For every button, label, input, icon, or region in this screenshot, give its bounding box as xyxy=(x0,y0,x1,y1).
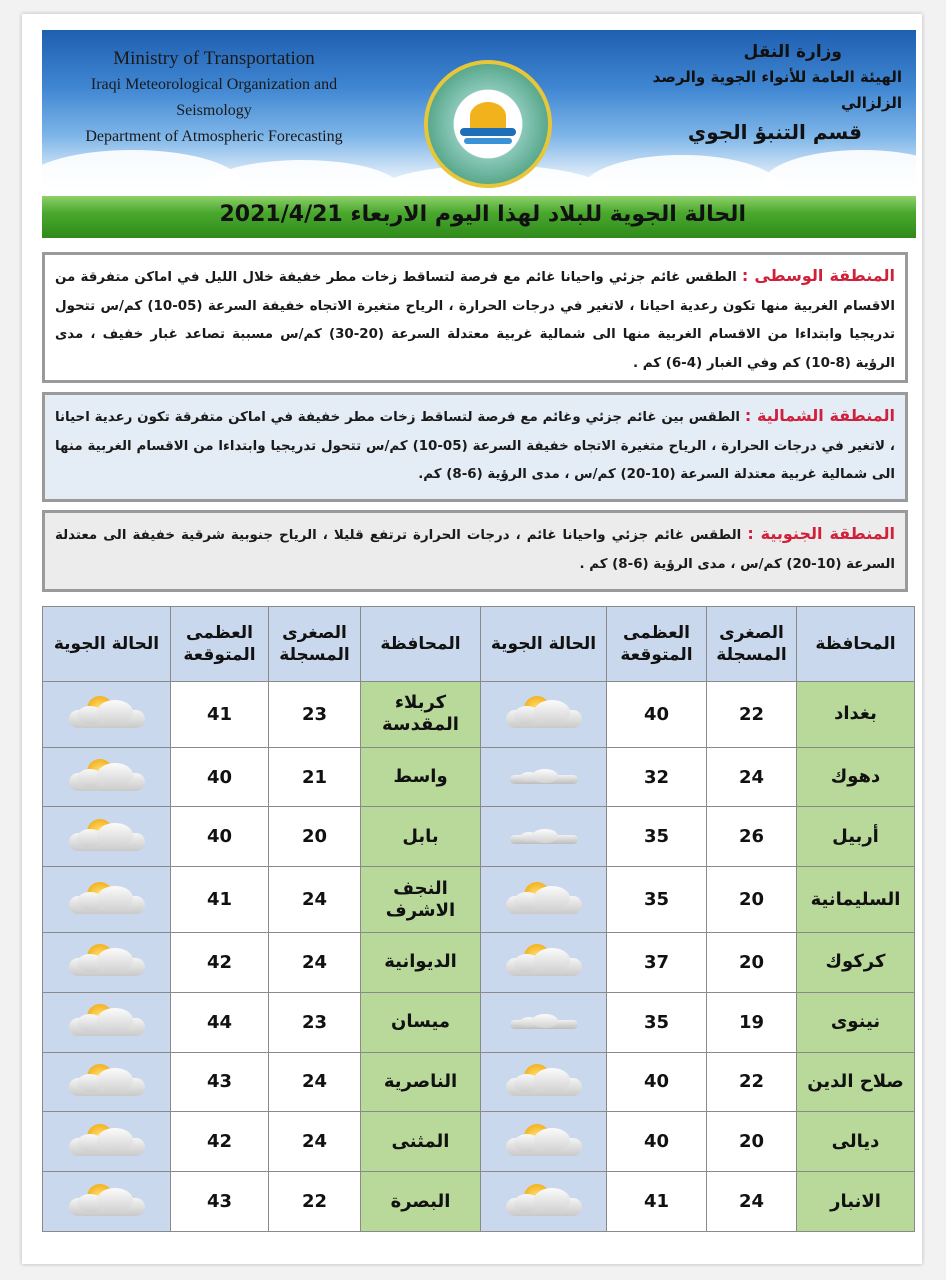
min-temp-cell: 26 xyxy=(707,807,797,867)
max-temp-cell: 40 xyxy=(171,747,269,807)
cloud-shape xyxy=(532,829,558,843)
cloud-shape xyxy=(97,886,133,910)
header-min: الصغرى المسجلة xyxy=(269,607,361,682)
cloudy-icon xyxy=(502,757,586,797)
organization-logo xyxy=(424,60,552,188)
region-north xyxy=(42,392,908,502)
department-name-en: Department of Atmospheric Forecasting xyxy=(85,128,343,145)
cloud-shape xyxy=(534,948,570,972)
partly-cloudy-icon xyxy=(65,880,149,920)
cloud-shape xyxy=(534,1128,570,1152)
header-banner xyxy=(42,30,916,194)
header-province: المحافظة xyxy=(797,607,915,682)
table-row xyxy=(43,867,915,933)
cloudy-icon xyxy=(502,1002,586,1042)
min-temp-cell: 19 xyxy=(707,992,797,1052)
min-temp-cell: 20 xyxy=(707,932,797,992)
cloud-shape xyxy=(97,1188,133,1212)
partly-cloudy-icon xyxy=(502,694,586,734)
forecast-table xyxy=(42,606,915,1232)
cloud-shape xyxy=(97,948,133,972)
partly-cloudy-icon xyxy=(65,1002,149,1042)
condition-cell xyxy=(43,1172,171,1232)
province-cell: أربيل xyxy=(797,807,915,867)
table-header-row xyxy=(43,607,915,682)
min-temp-cell: 20 xyxy=(269,807,361,867)
ministry-name-ar: وزارة النقل xyxy=(743,42,842,62)
max-temp-cell: 35 xyxy=(607,992,707,1052)
max-temp-cell: 32 xyxy=(607,747,707,807)
max-temp-cell: 35 xyxy=(607,807,707,867)
english-header xyxy=(54,46,374,150)
table-row xyxy=(43,1112,915,1172)
condition-cell xyxy=(43,992,171,1052)
province-cell: دهوك xyxy=(797,747,915,807)
partly-cloudy-icon xyxy=(502,1122,586,1162)
table-row xyxy=(43,1172,915,1232)
max-temp-cell: 41 xyxy=(171,867,269,933)
min-temp-cell: 24 xyxy=(269,932,361,992)
min-temp-cell: 24 xyxy=(269,867,361,933)
table-row xyxy=(43,807,915,867)
min-temp-cell: 22 xyxy=(707,682,797,748)
ministry-name-en: Ministry of Transportation xyxy=(113,48,315,69)
table-row xyxy=(43,747,915,807)
partly-cloudy-icon xyxy=(502,1062,586,1102)
partly-cloudy-icon xyxy=(502,1182,586,1222)
arabic-header xyxy=(642,40,902,148)
province-cell: بغداد xyxy=(797,682,915,748)
max-temp-cell: 42 xyxy=(171,932,269,992)
province-cell: كربلاء المقدسة xyxy=(361,682,481,748)
min-temp-cell: 23 xyxy=(269,682,361,748)
province-cell: نينوى xyxy=(797,992,915,1052)
condition-cell xyxy=(481,1112,607,1172)
organization-name-en: Iraqi Meteorological Organization and Seismology xyxy=(90,76,338,119)
min-temp-cell: 23 xyxy=(269,992,361,1052)
cloud-shape xyxy=(534,700,570,724)
region-name: المنطقة الشمالية : xyxy=(744,406,895,425)
logo-wave-icon xyxy=(460,128,516,136)
condition-cell xyxy=(481,1172,607,1232)
region-text: الطقس غائم جزئي واحيانا غائم ، درجات الحرارة ترتفع قليلا ، الرياح جنوبية شرقية خفيفة الى معتدلة السرعة (10-20) كم/س ، مدى الرؤية (6-8) كم . xyxy=(55,528,895,572)
province-cell: المثنى xyxy=(361,1112,481,1172)
province-cell: صلاح الدين xyxy=(797,1052,915,1112)
min-temp-cell: 24 xyxy=(707,1172,797,1232)
region-text: الطقس بين غائم جزئي وغائم مع فرصة لتساقط زخات مطر خفيفة في اماكن متفرقة تكون رعدية احيانا ، لاتغير في درجات الحرارة ، الرياح متغيرة الاتجاه خفيفة السرعة (05-10) كم/س تتحول تدريجيا وابتداءا من الاقسام الغربية منها الى شمالية غربية معتدلة السرعة (10-20) كم/س ، مدى الرؤية (6-8) كم. xyxy=(55,410,895,482)
province-cell: بابل xyxy=(361,807,481,867)
min-temp-cell: 20 xyxy=(707,1112,797,1172)
table-row xyxy=(43,682,915,748)
cloud-shape xyxy=(97,1128,133,1152)
organization-name-ar: الهيئة العامة للأنواء الجوية والرصد الزلزالي xyxy=(652,68,902,112)
min-temp-cell: 24 xyxy=(707,747,797,807)
condition-cell xyxy=(43,1052,171,1112)
min-temp-cell: 24 xyxy=(269,1052,361,1112)
cloud-shape xyxy=(97,1068,133,1092)
condition-cell xyxy=(43,932,171,992)
condition-cell xyxy=(481,932,607,992)
province-cell: ميسان xyxy=(361,992,481,1052)
header-max: العظمى المتوقعة xyxy=(607,607,707,682)
cloudy-icon xyxy=(502,817,586,857)
condition-cell xyxy=(481,867,607,933)
province-cell: كركوك xyxy=(797,932,915,992)
partly-cloudy-icon xyxy=(65,942,149,982)
region-text: الطقس غائم جزئي واحيانا غائم مع فرصة لتساقط زخات مطر خفيفة خلال الليل في اماكن متفرقة من الاقسام الغربية منها تكون رعدية احيانا ، لاتغير في درجات الحرارة ، الرياح متغيرة الاتجاه خفيفة السرعة (05-10) كم/س تتحول تدريجيا وابتداءا من الاقسام الغربية منها الى شمالية غربية معتدلة السرعة (20-30) كم/س مسببة تصاعد غبار خفيف ، مدى الرؤية (8-10) كم وفي الغبار (4-6) كم . xyxy=(55,270,896,371)
min-temp-cell: 22 xyxy=(707,1052,797,1112)
cloud-shape xyxy=(532,1014,558,1028)
partly-cloudy-icon xyxy=(502,880,586,920)
header-condition: الحالة الجوية xyxy=(43,607,171,682)
partly-cloudy-icon xyxy=(65,694,149,734)
min-temp-cell: 24 xyxy=(269,1112,361,1172)
partly-cloudy-icon xyxy=(65,817,149,857)
max-temp-cell: 37 xyxy=(607,932,707,992)
province-cell: الناصرية xyxy=(361,1052,481,1112)
max-temp-cell: 40 xyxy=(607,682,707,748)
logo-sun-icon xyxy=(470,102,506,130)
partly-cloudy-icon xyxy=(65,1062,149,1102)
max-temp-cell: 43 xyxy=(171,1172,269,1232)
cloud-shape xyxy=(534,1068,570,1092)
logo-emblem xyxy=(456,92,520,156)
header-province: المحافظة xyxy=(361,607,481,682)
cloud-shape xyxy=(534,886,570,910)
province-cell: الديوانية xyxy=(361,932,481,992)
condition-cell xyxy=(481,807,607,867)
condition-cell xyxy=(43,682,171,748)
title-bar xyxy=(42,196,916,238)
banner-cloud xyxy=(202,160,402,194)
region-name: المنطقة الجنوبية : xyxy=(747,524,895,543)
partly-cloudy-icon xyxy=(65,757,149,797)
condition-cell xyxy=(43,867,171,933)
condition-cell xyxy=(43,1112,171,1172)
max-temp-cell: 40 xyxy=(171,807,269,867)
max-temp-cell: 42 xyxy=(171,1112,269,1172)
cloud-shape xyxy=(97,700,133,724)
province-cell: واسط xyxy=(361,747,481,807)
province-cell: البصرة xyxy=(361,1172,481,1232)
region-south xyxy=(42,510,908,592)
max-temp-cell: 41 xyxy=(171,682,269,748)
condition-cell xyxy=(43,747,171,807)
condition-cell xyxy=(481,682,607,748)
max-temp-cell: 35 xyxy=(607,867,707,933)
table-row xyxy=(43,992,915,1052)
header-min: الصغرى المسجلة xyxy=(707,607,797,682)
cloud-shape xyxy=(97,763,133,787)
max-temp-cell: 44 xyxy=(171,992,269,1052)
max-temp-cell: 40 xyxy=(607,1112,707,1172)
condition-cell xyxy=(481,992,607,1052)
max-temp-cell: 43 xyxy=(171,1052,269,1112)
page-title: الحالة الجوية للبلاد لهذا اليوم الاربعاء 2021/4/21 xyxy=(219,202,746,227)
banner-cloud xyxy=(762,150,916,194)
region-central xyxy=(42,252,908,383)
min-temp-cell: 20 xyxy=(707,867,797,933)
cloud-shape xyxy=(532,769,558,783)
partly-cloudy-icon xyxy=(65,1122,149,1162)
max-temp-cell: 41 xyxy=(607,1172,707,1232)
cloud-shape xyxy=(534,1188,570,1212)
max-temp-cell: 40 xyxy=(607,1052,707,1112)
department-name-ar: قسم التنبؤ الجوي xyxy=(687,120,862,144)
banner-cloud xyxy=(582,155,782,194)
table-row xyxy=(43,1052,915,1112)
partly-cloudy-icon xyxy=(65,1182,149,1222)
province-cell: ديالى xyxy=(797,1112,915,1172)
condition-cell xyxy=(481,1052,607,1112)
condition-cell xyxy=(481,747,607,807)
table-row xyxy=(43,932,915,992)
min-temp-cell: 22 xyxy=(269,1172,361,1232)
province-cell: الانبار xyxy=(797,1172,915,1232)
min-temp-cell: 21 xyxy=(269,747,361,807)
cloud-shape xyxy=(97,823,133,847)
region-name: المنطقة الوسطى : xyxy=(741,266,895,285)
cloud-shape xyxy=(97,1008,133,1032)
header-condition: الحالة الجوية xyxy=(481,607,607,682)
condition-cell xyxy=(43,807,171,867)
header-max: العظمى المتوقعة xyxy=(171,607,269,682)
logo-wave-icon xyxy=(464,138,512,144)
partly-cloudy-icon xyxy=(502,942,586,982)
province-cell: السليمانية xyxy=(797,867,915,933)
province-cell: النجف الاشرف xyxy=(361,867,481,933)
